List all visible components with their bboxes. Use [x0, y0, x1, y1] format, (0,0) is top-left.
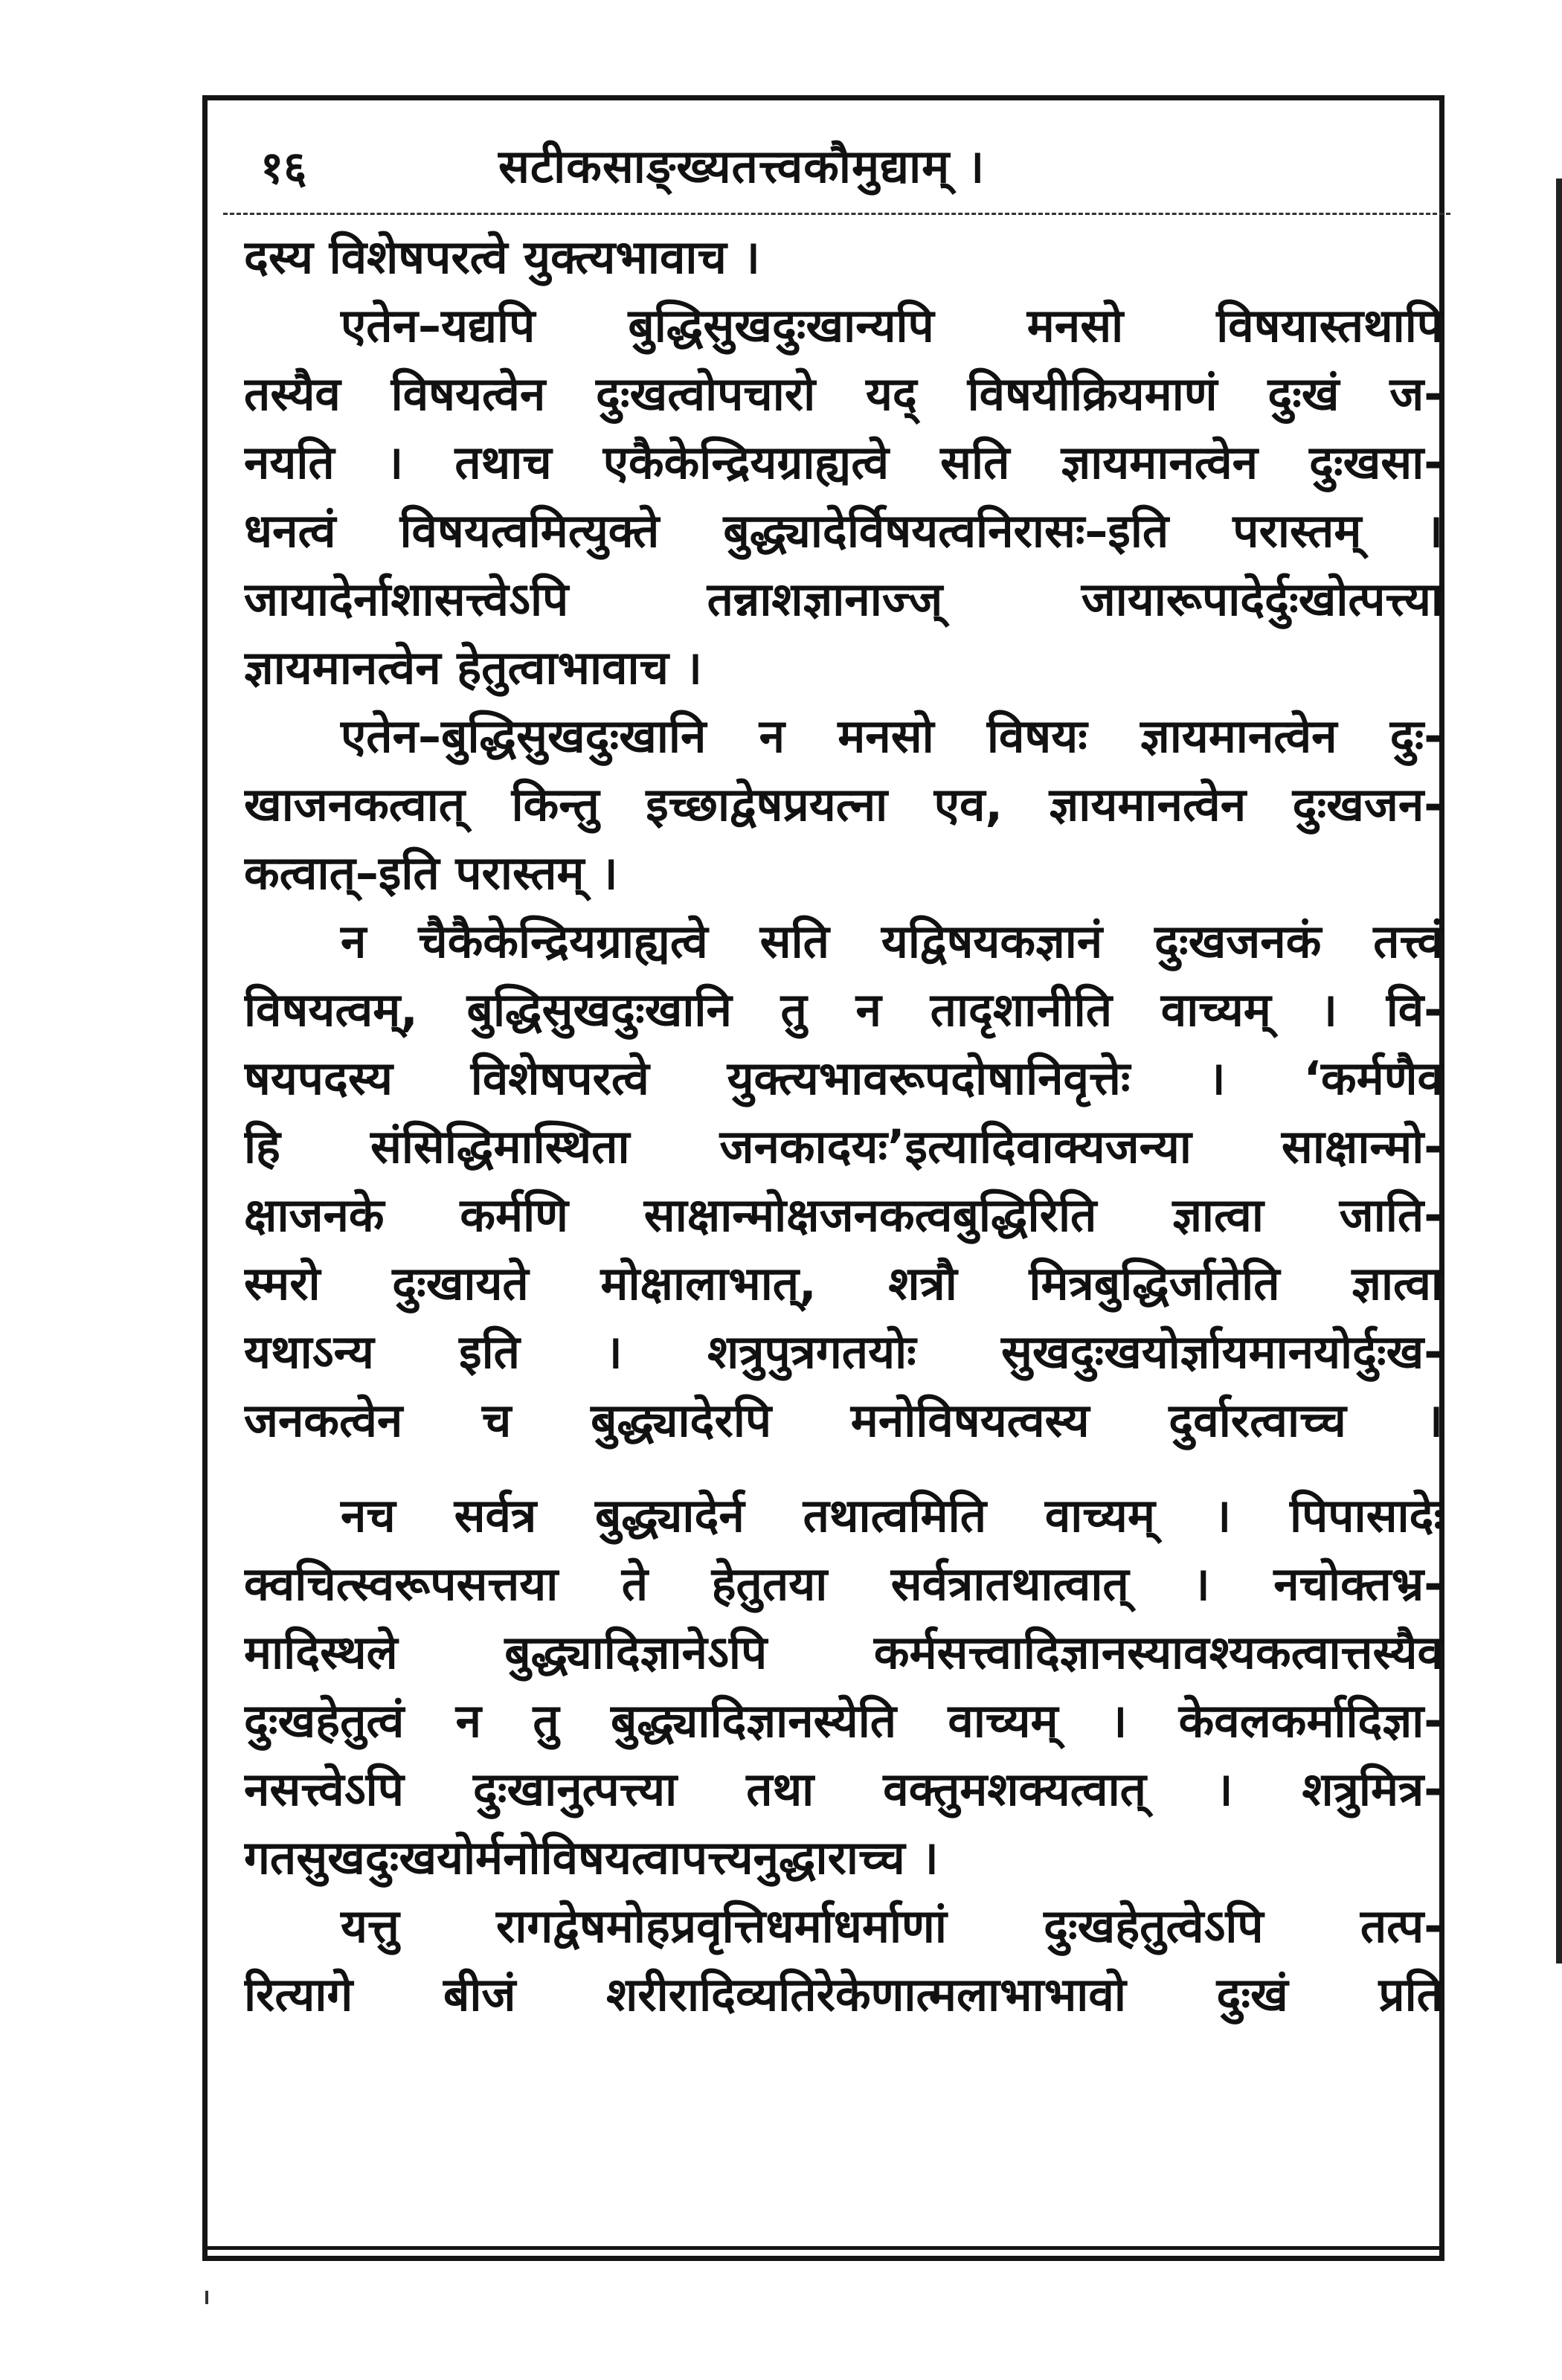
text-line: तस्यैव विषयत्वेन दुःखत्वोपचारो यद् विषयीक्रियमाणं दुःखं ज- [244, 367, 1443, 421]
text-line: जनकत्वेन च बुद्ध्यादेरपि मनोविषयत्वस्य दुर्वारत्वाच्च । [244, 1393, 1443, 1447]
text-line: कत्वात्–इति परास्तम् । [244, 846, 618, 900]
text-line: गतसुखदुःखयोर्मनोविषयत्वापत्त्यनुद्धाराच्च । [244, 1830, 939, 1885]
page-header [223, 126, 1450, 208]
text-line: एतेन–यद्यपि बुद्धिसुखदुःखान्यपि मनसो विषयास्तथापि [341, 298, 1443, 353]
page-body [244, 223, 1443, 2029]
scan-edge-shadow [1556, 178, 1562, 1964]
text-line: षयपदस्य विशेषपरत्वे युक्त्यभावरूपदोषानिवृत्तेः । ‘कर्मणैव [244, 1051, 1443, 1105]
scan-artifact-mark [205, 2291, 208, 2304]
text-line: स्मरो दुःखायते मोक्षालाभात्, शत्रौ मित्रबुद्धिर्जातेति ज्ञात्वा [244, 1256, 1443, 1310]
paragraph-1 [244, 223, 1443, 292]
paragraph-2 [244, 292, 1443, 702]
text-line: धनत्वं विषयत्वमित्युक्ते बुद्ध्यादेर्विषयत्वनिरासः–इति परास्तम् । [244, 504, 1443, 558]
text-line: नयति । तथाच एकैकेन्द्रियग्राह्यत्वे सति ज्ञायमानत्वेन दुःखसा- [244, 435, 1443, 489]
running-title: सटीकसाङ्ख्यतत्त्वकौमुद्याम् । [498, 139, 986, 193]
paragraph-4 [244, 907, 1443, 1455]
paragraph-6 [244, 1892, 1443, 2029]
text-line: विषयत्वम्, बुद्धिसुखदुःखानि तु न तादृशानीति वाच्यम् । वि- [244, 982, 1443, 1037]
header-divider [223, 213, 1450, 215]
paragraph-3 [244, 702, 1443, 907]
text-line: क्वचित्स्वरूपसत्तया ते हेतुतया सर्वत्रातथात्वात् । नचोक्तभ्र- [244, 1557, 1443, 1611]
text-line: ज्ञायमानत्वेन हेतुत्वाभावाच । [244, 640, 703, 695]
text-line: जायादेर्नाशासत्त्वेऽपि तन्नाशज्ञानाज्ज् जायारूपादेर्दुःखोत्पत्त्या [244, 572, 1443, 626]
page-number: १६ [260, 142, 307, 194]
text-line: एतेन–बुद्धिसुखदुःखानि न मनसो विषयः ज्ञायमानत्वेन दुः- [341, 709, 1443, 763]
text-line: खाजनकत्वात् किन्तु इच्छाद्वेषप्रयत्ना एव, ज्ञायमानत्वेन दुःखजन- [244, 777, 1443, 832]
text-line: मादिस्थले बुद्ध्यादिज्ञानेऽपि कर्मसत्त्वादिज्ञानस्यावश्यकत्वात्तस्यैव [244, 1625, 1443, 1679]
text-line: नसत्त्वेऽपि दुःखानुत्पत्त्या तथा वक्तुमशक्यत्वात् । शत्रुमित्र- [244, 1762, 1443, 1816]
text-line: रित्यागे बीजं शरीरादिव्यतिरेकेणात्मलाभाभावो दुःखं प्रति [244, 1967, 1443, 2022]
paragraph-5 [244, 1482, 1443, 1892]
text-line: क्षाजनके कर्मणि साक्षान्मोक्षजनकत्वबुद्धिरिति ज्ञात्वा जाति- [244, 1188, 1443, 1242]
text-line: नच सर्वत्र बुद्ध्यादेर्न तथात्वमिति वाच्यम् । पिपासादेः [341, 1488, 1443, 1543]
text-line: दस्य विशेषपरत्वे युक्त्यभावाच । [244, 230, 760, 284]
text-line: दुःखहेतुत्वं न तु बुद्ध्यादिज्ञानस्येति वाच्यम् । केवलकर्मादिज्ञा- [244, 1694, 1443, 1748]
text-line: यथाऽन्य इति । शत्रुपुत्रगतयोः सुखदुःखयोर्ज्ञायमानयोर्दुःख- [244, 1325, 1443, 1379]
text-line: यत्तु रागद्वेषमोहप्रवृत्तिधर्माधर्माणां दुःखहेतुत्वेऽपि तत्प- [341, 1899, 1443, 1953]
text-line: न चैकैकेन्द्रियग्राह्यत्वे सति यद्विषयकज्ञानं दुःखजनकं तत्त्वं [341, 914, 1443, 968]
text-line: हि संसिद्धिमास्थिता जनकादयः’इत्यादिवाक्यजन्या साक्षान्मो- [244, 1119, 1443, 1174]
